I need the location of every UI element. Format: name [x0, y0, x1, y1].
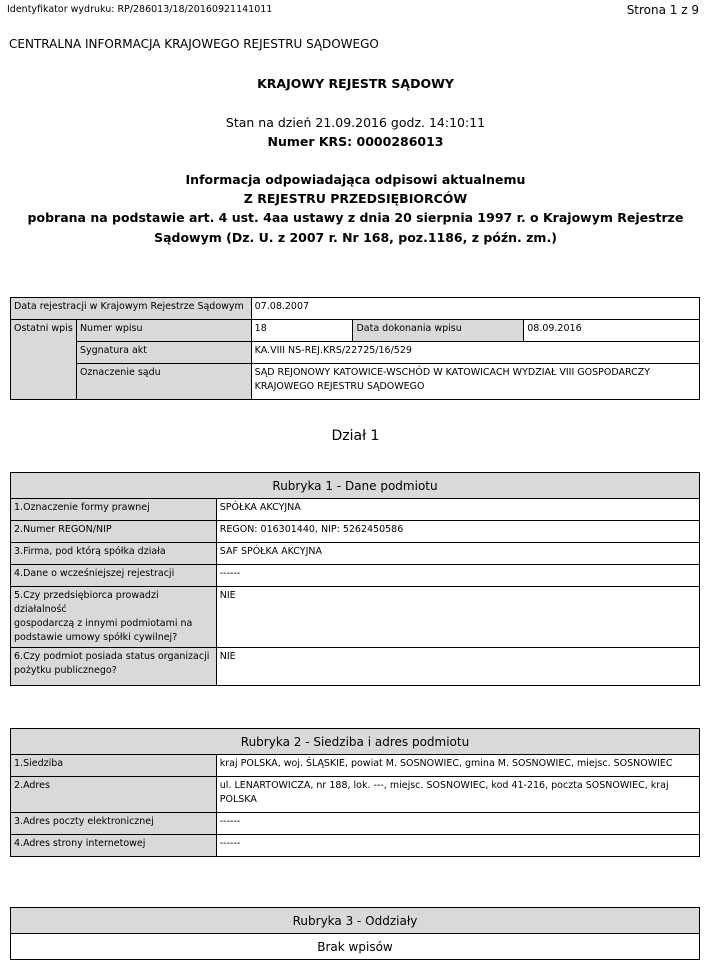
info-line-3: pobrana na podstawie art. 4 ust. 4aa ustawy z dnia 20 sierpnia 1997 r. o Krajowym Rejestrze — [27, 210, 684, 225]
entry-date-value: 08.09.2016 — [524, 320, 700, 342]
row-label-line: 5.Czy przedsiębiorca prowadzi działalność — [14, 590, 159, 615]
row-value: REGON: 016301440, NIP: 5262450586 — [216, 521, 699, 543]
rubryka-3-table — [10, 907, 700, 960]
rubryka-1-title: Rubryka 1 - Dane podmiotu — [11, 473, 700, 499]
court-value-line-1: SĄD REJONOWY KATOWICE-WSCHÓD W KATOWICACH WYDZIAŁ VIII GOSPODARCZY — [254, 367, 651, 378]
row-label-line: gospodarczą z innymi podmiotami na — [14, 618, 193, 629]
row-value: kraj POLSKA, woj. ŚLĄSKIE, powiat M. SOSNOWIEC, gmina M. SOSNOWIEC, miejsc. SOSNOWIEC — [216, 755, 699, 777]
row-value-line: ul. LENARTOWICZA, nr 188, lok. ---, miejsc. SOSNOWIEC, kod 41-216, poczta SOSNOWIEC, kraj — [219, 780, 669, 791]
rubryka-2-title: Rubryka 2 - Siedziba i adres podmiotu — [11, 729, 700, 755]
row-label — [11, 648, 217, 686]
court-value — [251, 364, 699, 400]
entry-no-label: Numer wpisu — [76, 320, 251, 342]
rubryka-3-title: Rubryka 3 - Oddziały — [11, 908, 700, 934]
rubryka-1-table — [10, 472, 700, 686]
state-datetime: Stan na dzień 21.09.2016 godz. 14:10:11 — [225, 115, 486, 130]
row-label: 2.Adres — [11, 777, 217, 813]
row-label: 1.Oznaczenie formy prawnej — [11, 499, 217, 521]
row-label-line: 6.Czy podmiot posiada status organizacji — [14, 651, 210, 662]
info-line-1: Informacja odpowiadająca odpisowi aktualnemu — [185, 172, 526, 187]
row-label-line: podstawie umowy spółki cywilnej? — [14, 632, 178, 643]
info-line-4: Sądowym (Dz. U. z 2007 r. Nr 168, poz.1186, z późn. zm.) — [154, 230, 557, 245]
row-value-line: POLSKA — [219, 794, 257, 805]
court-label: Oznaczenie sądu — [76, 364, 251, 400]
row-value: SPÓŁKA AKCYJNA — [216, 499, 699, 521]
row-label-line: pożytku publicznego? — [14, 665, 117, 676]
section-heading: Dział 1 — [331, 428, 380, 444]
empty-entries: Brak wpisów — [11, 934, 700, 960]
row-label — [11, 587, 217, 648]
reg-date-label: Data rejestracji w Krajowym Rejestrze Sądowym — [11, 298, 252, 320]
row-label: 3.Firma, pod którą spółka działa — [11, 543, 217, 565]
print-identifier: Identyfikator wydruku: RP/286013/18/20160921141011 — [7, 4, 273, 15]
page-number: Strona 1 z 9 — [626, 3, 699, 17]
row-label: 2.Numer REGON/NIP — [11, 521, 217, 543]
organization-name: CENTRALNA INFORMACJA KRAJOWEGO REJESTRU SĄDOWEGO — [9, 37, 379, 51]
row-value: NIE — [216, 587, 699, 648]
row-value: ------ — [216, 813, 699, 835]
rubryka-2-table — [10, 728, 700, 857]
signature-value: KA.VIII NS-REJ.KRS/22725/16/529 — [251, 342, 699, 364]
info-line-2: Z REJESTRU PRZEDSIĘBIORCÓW — [243, 191, 468, 206]
entry-no-value: 18 — [251, 320, 353, 342]
registration-table — [10, 297, 700, 400]
row-label: 1.Siedziba — [11, 755, 217, 777]
row-label: 4.Dane o wcześniejszej rejestracji — [11, 565, 217, 587]
krs-number: Numer KRS: 0000286013 — [267, 134, 444, 149]
row-label: 4.Adres strony internetowej — [11, 835, 217, 857]
row-value: ------ — [216, 565, 699, 587]
row-value: NIE — [216, 648, 699, 686]
reg-date-value: 07.08.2007 — [251, 298, 699, 320]
court-value-line-2: KRAJOWEGO REJESTRU SĄDOWEGO — [254, 381, 425, 392]
entry-date-label: Data dokonania wpisu — [353, 320, 524, 342]
row-value — [216, 777, 699, 813]
row-label: 3.Adres poczty elektronicznej — [11, 813, 217, 835]
signature-label: Sygnatura akt — [76, 342, 251, 364]
last-entry-label: Ostatni wpis — [11, 320, 77, 400]
document-title: KRAJOWY REJESTR SĄDOWY — [257, 76, 454, 91]
row-value: ------ — [216, 835, 699, 857]
row-value: SAF SPÓŁKA AKCYJNA — [216, 543, 699, 565]
